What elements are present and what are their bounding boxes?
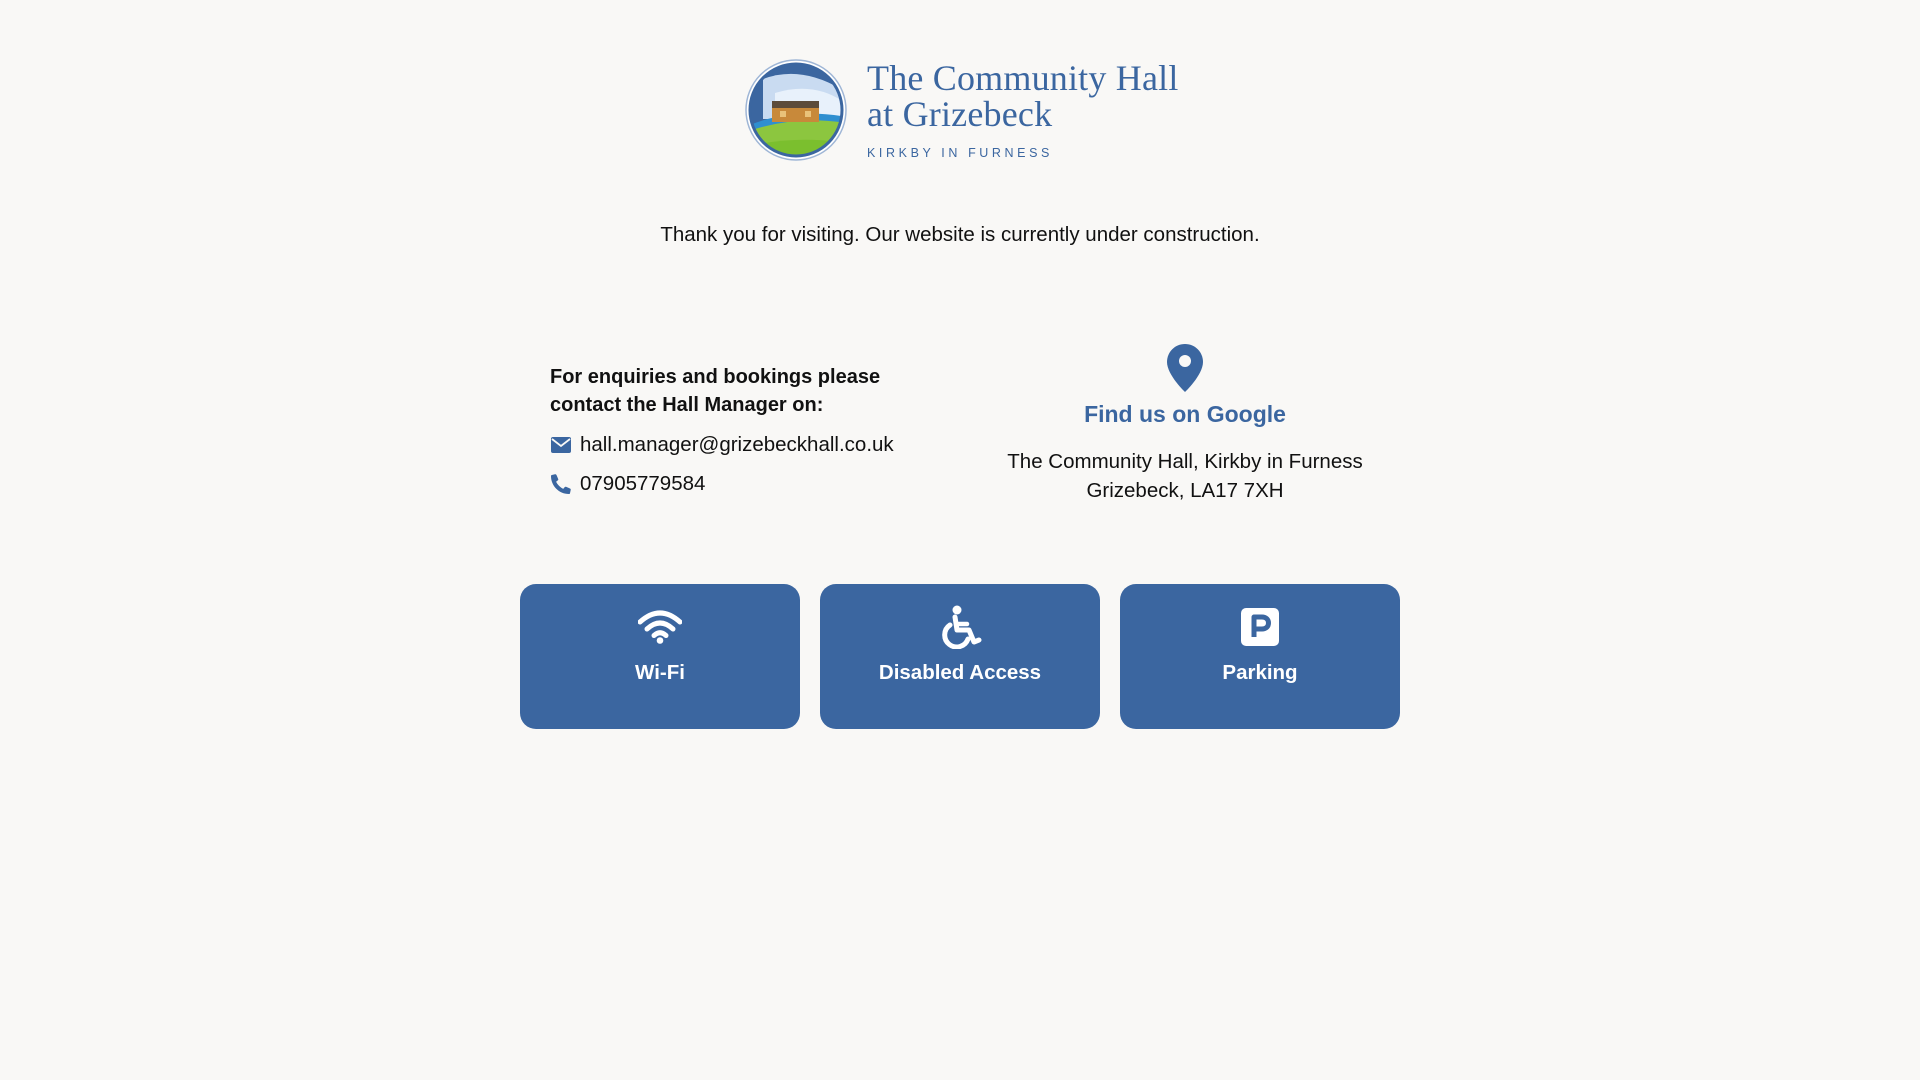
- contact-heading-line2: contact the Hall Manager on:: [550, 394, 824, 416]
- logo-emblem-icon: [745, 59, 847, 161]
- feature-label-wifi: Wi-Fi: [635, 661, 685, 684]
- logo-title-line2: at Grizebeck: [867, 94, 1053, 134]
- feature-label-disabled-access: Disabled Access: [878, 661, 1042, 684]
- phone-icon: [550, 474, 571, 495]
- construction-notice: Thank you for visiting. Our website is currently under construction.: [660, 223, 1260, 246]
- wifi-icon: [637, 604, 683, 650]
- feature-label-parking: Parking: [1222, 661, 1298, 684]
- find-us-on-google-link[interactable]: Find us on Google: [1084, 401, 1286, 427]
- parking-icon: [1237, 604, 1283, 650]
- contact-section: [550, 363, 930, 509]
- feature-card-wifi[interactable]: [520, 584, 800, 729]
- logo-subtitle: KIRKBY IN FURNESS: [867, 146, 1053, 160]
- location-section: [985, 344, 1385, 505]
- contact-heading-line1: For enquiries and bookings please: [550, 366, 881, 388]
- address: [985, 447, 1385, 505]
- phone-row[interactable]: [550, 470, 930, 498]
- features-row: [520, 584, 1400, 729]
- logo-text: [867, 60, 1179, 160]
- site-logo[interactable]: [745, 59, 1179, 161]
- email-row[interactable]: [550, 431, 930, 459]
- feature-card-disabled-access[interactable]: [820, 584, 1100, 729]
- address-line1: The Community Hall, Kirkby in Furness: [1007, 450, 1363, 473]
- address-line2: Grizebeck, LA17 7XH: [1086, 479, 1284, 502]
- contact-heading: [550, 363, 930, 419]
- email-link[interactable]: hall.manager@grizebeckhall.co.uk: [580, 433, 894, 456]
- envelope-icon: [550, 435, 571, 456]
- wheelchair-icon: [937, 604, 983, 650]
- feature-card-parking[interactable]: [1120, 584, 1400, 729]
- phone-link[interactable]: 07905779584: [580, 472, 706, 495]
- logo-title-line1: The Community Hall: [867, 58, 1179, 98]
- map-pin-icon: [1167, 344, 1203, 392]
